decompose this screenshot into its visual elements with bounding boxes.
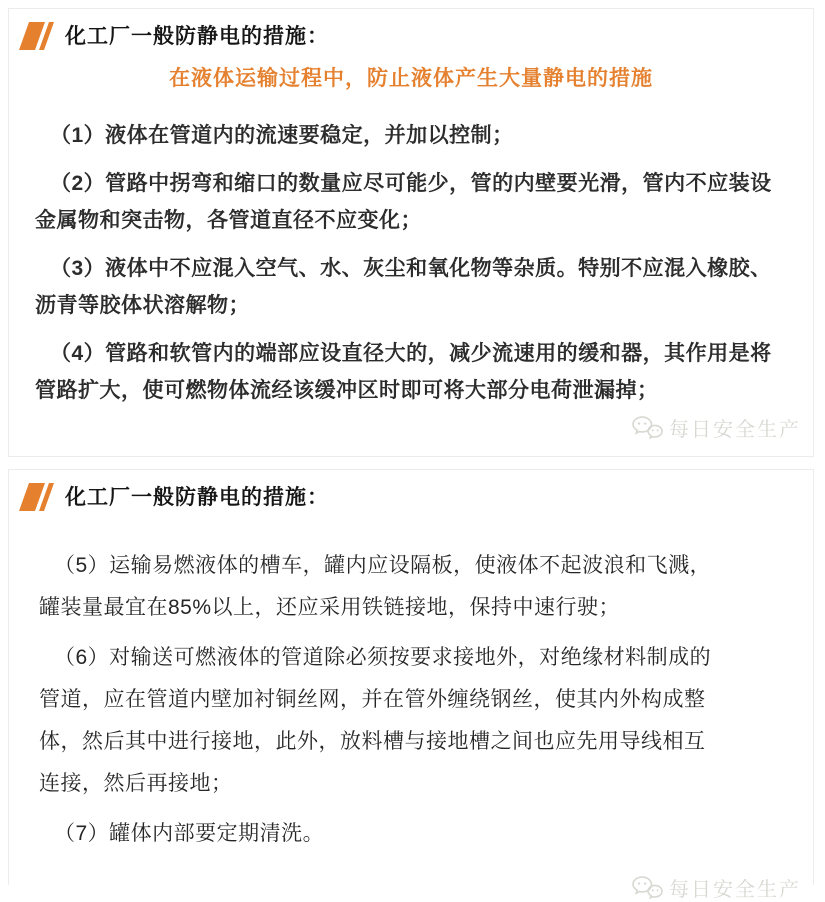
orange-slash-icon	[19, 22, 54, 50]
measure-line: 金属物和突击物，各管道直径不应变化；	[35, 209, 422, 232]
wechat-bubbles-icon	[631, 875, 664, 901]
measure-item-1	[35, 117, 797, 154]
section-title: 化工厂一般防静电的措施：	[65, 24, 329, 48]
orange-slash-icon	[19, 483, 54, 511]
measure-item-2	[35, 165, 797, 239]
watermark-partial	[631, 873, 801, 902]
measure-line: （4）管路和软管内的端部应设直径大的，减少流速用的缓和器，其作用是将	[50, 342, 772, 365]
panel-liquid-transport-measures	[8, 8, 814, 457]
measure-line: （7）罐体内部要定期清洗。	[54, 822, 325, 845]
measure-item-3	[35, 250, 797, 324]
measure-item-5	[39, 545, 797, 629]
section-subtitle: 在液体运输过程中，防止液体产生大量静电的措施	[169, 67, 653, 90]
measure-line: （5）运输易燃液体的槽车，罐内应设隔板，使液体不起波浪和飞溅，	[54, 554, 712, 577]
measure-item-4	[35, 335, 797, 409]
section-header	[9, 470, 813, 511]
section-title: 化工厂一般防静电的措施：	[65, 485, 329, 509]
measure-line: 管路扩大，使可燃物体流经该缓冲区时即可将大部分电荷泄漏掉；	[35, 379, 659, 402]
panel-antistatic-measures-continued	[8, 469, 814, 901]
measures-list	[35, 117, 797, 409]
watermark	[631, 413, 801, 442]
measure-line: （2）管路中拐弯和缩口的数量应尽可能少，管的内壁要光滑，管内不应装设	[50, 172, 772, 195]
measure-item-6	[39, 637, 797, 805]
measure-line: 沥青等胶体状溶解物；	[35, 294, 250, 317]
measure-line: （3）液体中不应混入空气、水、灰尘和氧化物等杂质。特别不应混入橡胶、	[50, 257, 772, 280]
measure-line: （6）对输送可燃液体的管道除必须按要求接地外，对绝缘材料制成的	[54, 646, 712, 669]
wechat-bubbles-icon	[631, 415, 664, 441]
measure-item-7	[39, 813, 797, 855]
watermark-text: 每日安全生产	[669, 879, 801, 901]
measure-line: （1）液体在管道内的流速要稳定，并加以控制；	[50, 124, 514, 147]
measure-line: 体，然后其中进行接地，此外，放料槽与接地槽之间也应先用导线相互	[39, 730, 706, 753]
measure-line: 管道，应在管道内壁加衬铜丝网，并在管外缠绕钢丝，使其内外构成整	[39, 688, 706, 711]
watermark-text: 每日安全生产	[669, 419, 801, 441]
measure-line: 连接，然后再接地；	[39, 772, 233, 795]
measure-line: 罐装量最宜在85%以上，还应采用铁链接地，保持中速行驶；	[39, 596, 621, 619]
section-header	[9, 9, 813, 50]
measures-list	[39, 545, 797, 855]
